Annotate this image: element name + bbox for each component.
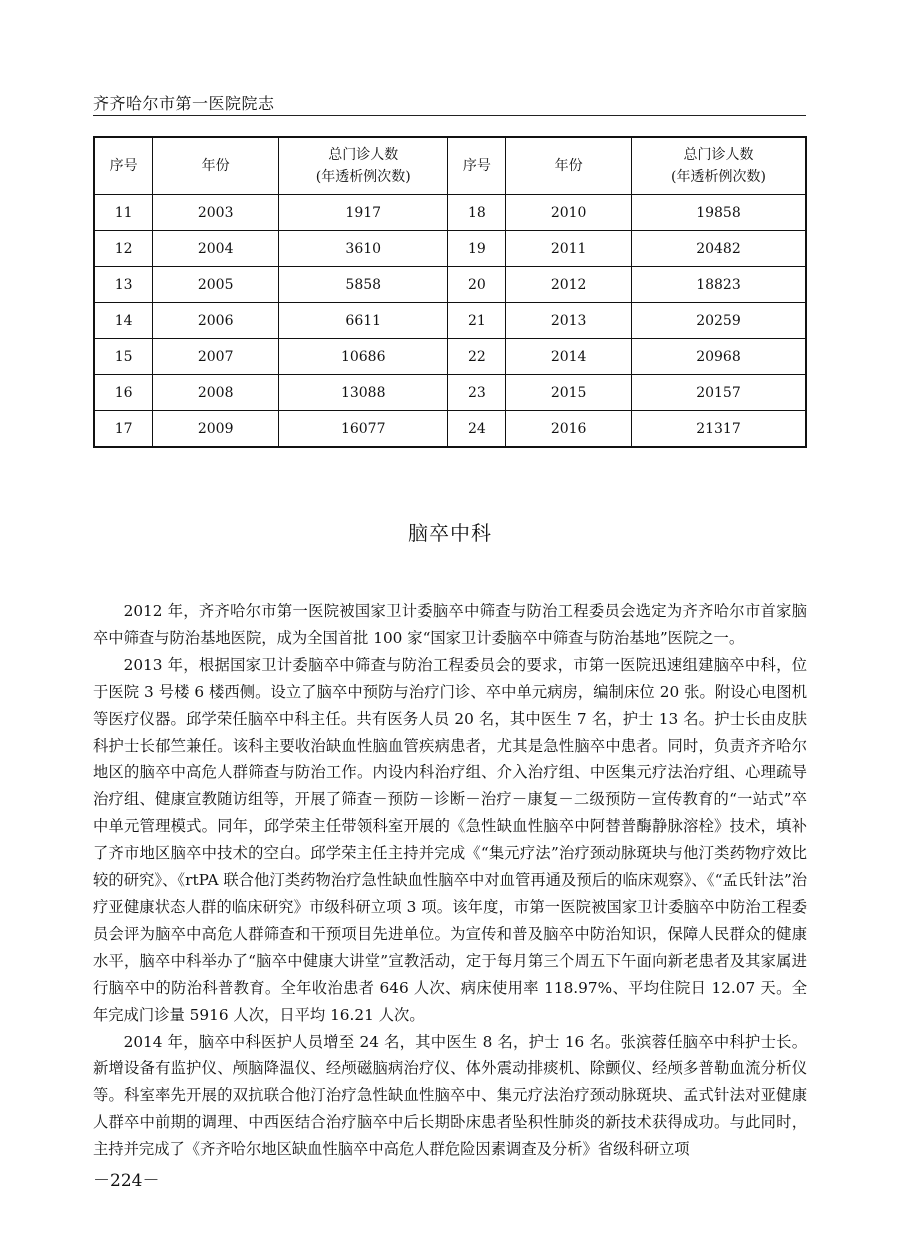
- table-cell: 2003: [153, 195, 279, 231]
- table-cell: 2015: [506, 375, 632, 411]
- table-cell: 10686: [278, 339, 448, 375]
- running-head-title: 齐齐哈尔市第一医院院志: [93, 94, 275, 113]
- paragraph: 2012 年，齐齐哈尔市第一医院被国家卫计委脑卒中筛查与防治工程委员会选定为齐齐哈尔市首家脑卒中筛查与防治基地医院，成为全国首批 100 家“国家卫计委脑卒中筛查与防治基地”医院之一。: [93, 602, 807, 647]
- table-cell: 17: [94, 411, 153, 448]
- header-outpatient-line1: 总门诊人数: [328, 147, 399, 163]
- header-outpatient: [631, 137, 806, 195]
- paragraph: 2013 年，根据国家卫计委脑卒中筛查与防治工程委员会的要求，市第一医院迅速组建脑卒中科，位于医院 3 号楼 6 楼西侧。设立了脑卒中预防与治疗门诊、卒中单元病房，编制床位 20 张。附设心电图机等医疗仪器。邱学荣任脑卒中科主任。共有医务人员 20 名，其中医生 7 名，护士 13 名。护士长由皮肤科护士长郁竺兼任。该科主要收治缺血性脑血管疾病患者，尤其是急性脑卒中患者。同时，负责齐齐哈尔地区的脑卒中高危人群筛查与防治工作。内设内科治疗组、介入治疗组、中医集元疗法治疗组、心理疏导治疗组、健康宣教随访组等，开展了筛查－预防－诊断－治疗－康复－二级预防－宣传教育的“一站式”卒中单元管理模式。同年，邱学荣主任带领科室开展的《急性缺血性脑卒中阿替普酶静脉溶栓》技术，填补了齐市地区脑卒中技术的空白。邱学荣主任主持并完成《“集元疗法”治疗颈动脉斑块与他汀类药物疗效比较的研究》、《rtPA 联合他汀类药物治疗急性缺血性脑卒中对血管再通及预后的临床观察》、《“孟氏针法”治疗亚健康状态人群的临床研究》市级科研立项 3 项。该年度，市第一医院被国家卫计委脑卒中防治工程委员会评为脑卒中高危人群筛查和干预项目先进单位。为宣传和普及脑卒中防治知识，保障人民群众的健康水平，脑卒中科举办了“脑卒中健康大讲堂”宣教活动，定于每月第三个周五下午面向新老患者及其家属进行脑卒中的防治科普教育。全年收治患者 646 人次、病床使用率 118.97%、平均住院日 12.07 天。全年完成门诊量 5916 人次，日平均 16.21 人次。: [93, 655, 807, 1024]
- table-cell: 2014: [506, 339, 632, 375]
- table-cell: 2007: [153, 339, 279, 375]
- table-cell: 21317: [631, 411, 806, 448]
- table-row: [94, 195, 806, 231]
- table-cell: 13088: [278, 375, 448, 411]
- table-cell: 2006: [153, 303, 279, 339]
- table-cell: 20968: [631, 339, 806, 375]
- header-divider: [93, 115, 806, 116]
- header-outpatient-line2: (年透析例次数): [671, 169, 766, 185]
- header-outpatient: [278, 137, 448, 195]
- table-cell: 23: [448, 375, 506, 411]
- table-cell: 14: [94, 303, 153, 339]
- table-cell: 2016: [506, 411, 632, 448]
- table-row: [94, 303, 806, 339]
- table-cell: 11: [94, 195, 153, 231]
- table-cell: 2013: [506, 303, 632, 339]
- table-cell: 2008: [153, 375, 279, 411]
- table-cell: 20259: [631, 303, 806, 339]
- table-cell: 1917: [278, 195, 448, 231]
- table-cell: 2009: [153, 411, 279, 448]
- table-row: [94, 231, 806, 267]
- table-cell: 16077: [278, 411, 448, 448]
- header-serial: 序号: [448, 137, 506, 195]
- outpatient-table: [93, 136, 807, 448]
- body-text: [93, 598, 807, 1163]
- header-outpatient-line2: (年透析例次数): [315, 169, 411, 185]
- table-cell: 5858: [278, 267, 448, 303]
- table-cell: 2010: [506, 195, 632, 231]
- header-year: 年份: [506, 137, 632, 195]
- table-cell: 3610: [278, 231, 448, 267]
- table-row: [94, 267, 806, 303]
- table-row: [94, 411, 806, 448]
- table-cell: 2012: [506, 267, 632, 303]
- table-cell: 19858: [631, 195, 806, 231]
- paragraph: 2014 年，脑卒中科医护人员增至 24 名，其中医生 8 名，护士 16 名。张滨蓉任脑卒中科护士长。新增设备有监护仪、颅脑降温仪、经颅磁脑病治疗仪、体外震动排痰机、除颤仪、经颅多普勒血流分析仪等。科室率先开展的双抗联合他汀治疗急性缺血性脑卒中、集元疗法治疗颈动脉斑块、孟式针法对亚健康人群卒中前期的调理、中西医结合治疗脑卒中后长期卧床患者坠积性肺炎的新技术获得成功。与此同时，主持并完成了《齐齐哈尔地区缺血性脑卒中高危人群危险因素调查及分析》省级科研立项: [93, 1032, 807, 1159]
- header-serial: 序号: [94, 137, 153, 195]
- table-cell: 22: [448, 339, 506, 375]
- table-cell: 12: [94, 231, 153, 267]
- table-cell: 13: [94, 267, 153, 303]
- table-cell: 2011: [506, 231, 632, 267]
- table-cell: 2005: [153, 267, 279, 303]
- table-cell: 6611: [278, 303, 448, 339]
- table-cell: 20: [448, 267, 506, 303]
- table-header-row: [94, 137, 806, 195]
- table-cell: 24: [448, 411, 506, 448]
- table-cell: 18823: [631, 267, 806, 303]
- table-cell: 20157: [631, 375, 806, 411]
- section-title: 脑卒中科: [408, 521, 492, 545]
- table-cell: 2004: [153, 231, 279, 267]
- header-outpatient-line1: 总门诊人数: [683, 147, 754, 163]
- header-year: 年份: [153, 137, 279, 195]
- table-cell: 20482: [631, 231, 806, 267]
- table-cell: 16: [94, 375, 153, 411]
- table-row: [94, 375, 806, 411]
- table-cell: 15: [94, 339, 153, 375]
- table-row: [94, 339, 806, 375]
- table-cell: 18: [448, 195, 506, 231]
- table-cell: 19: [448, 231, 506, 267]
- table-cell: 21: [448, 303, 506, 339]
- page-number: －224－: [93, 1171, 160, 1191]
